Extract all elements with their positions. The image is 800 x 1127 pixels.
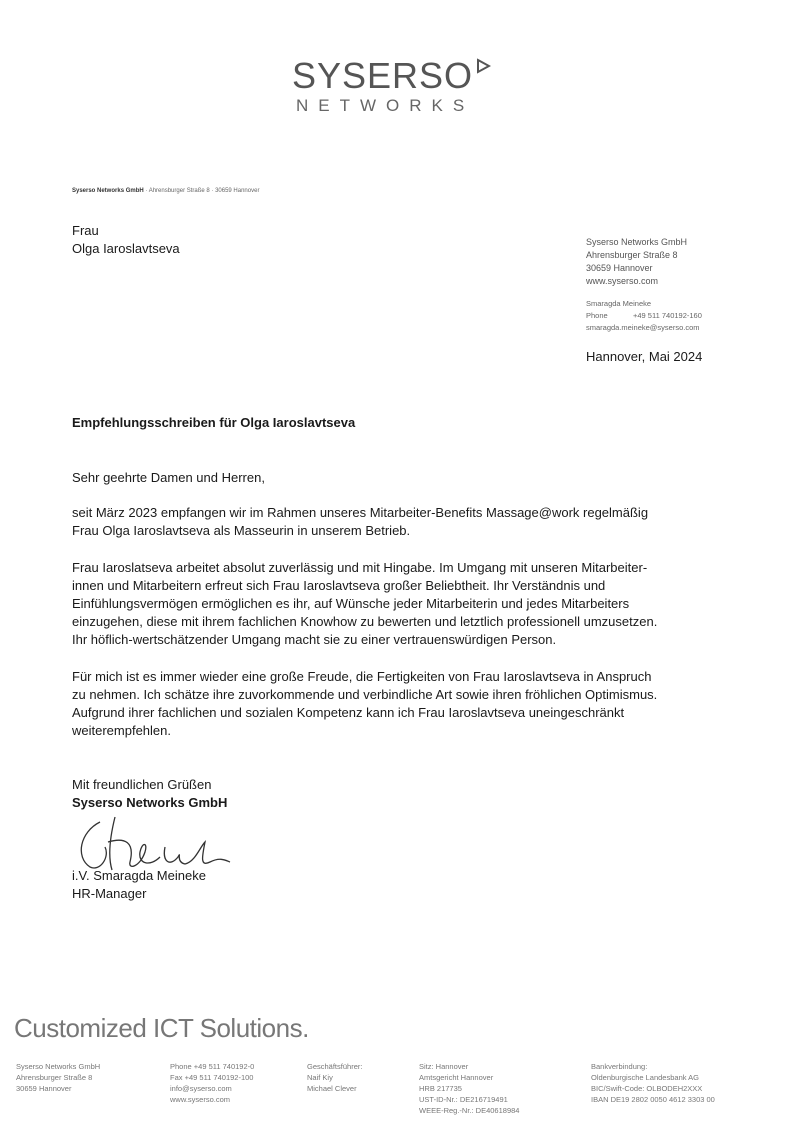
play-triangle-icon bbox=[475, 58, 491, 74]
footer-line: Oldenburgische Landesbank AG bbox=[591, 1073, 699, 1082]
footer-line: Sitz: Hannover bbox=[419, 1062, 469, 1071]
paragraph-1 bbox=[72, 504, 648, 540]
company-line: Syserso Networks GmbH bbox=[586, 237, 688, 247]
footer-line: WEEE-Reg.-Nr.: DE40618984 bbox=[419, 1106, 520, 1115]
subject: Empfehlungsschreiben für Olga Iaroslavtseva bbox=[72, 415, 356, 430]
text-line: seit März 2023 empfangen wir im Rahmen unseres Mitarbeiter-Benefits Massage@work regelmäßig bbox=[72, 505, 649, 520]
contact-email: smaragda.meineke@syserso.com bbox=[586, 323, 700, 332]
logo-sub: NETWORKS bbox=[296, 96, 475, 115]
sender-line bbox=[72, 188, 259, 194]
footer-line: Amtsgericht Hannover bbox=[419, 1073, 494, 1082]
closing-company: Syserso Networks GmbH bbox=[72, 795, 228, 810]
footer-line: Bankverbindung: bbox=[591, 1062, 648, 1071]
company-website: www.syserso.com bbox=[586, 276, 659, 286]
footer-line: IBAN DE19 2802 0050 4612 3303 00 bbox=[591, 1095, 715, 1104]
phone-label: Phone bbox=[586, 311, 608, 320]
company-block bbox=[586, 236, 687, 288]
footer-line: UST-ID-Nr.: DE216719491 bbox=[419, 1095, 508, 1104]
text-line: zu nehmen. Ich schätze ihre zuvorkommende und verbindliche Art sowie ihren fröhlichen Optimismus. bbox=[72, 687, 658, 702]
footer-line: BIC/Swift-Code: OLBODEH2XXX bbox=[591, 1084, 703, 1093]
company-line: Ahrensburger Straße 8 bbox=[586, 250, 678, 260]
footer-col-bank bbox=[591, 1061, 715, 1105]
company-logo bbox=[292, 55, 491, 118]
closing-greeting: Mit freundlichen Grüßen bbox=[72, 777, 212, 792]
signer-block bbox=[72, 867, 206, 903]
footer-line: Phone +49 511 740192-0 bbox=[170, 1062, 255, 1071]
footer-line: HRB 217735 bbox=[419, 1084, 462, 1093]
company-line: 30659 Hannover bbox=[586, 263, 653, 273]
recipient-line: Olga Iaroslavtseva bbox=[72, 241, 180, 256]
text-line: Einfühlungsvermögen ermöglichen es ihr, auf Wünsche jeder Mitarbeiterin und jedes Mitarbeiters bbox=[72, 596, 630, 611]
text-line: Für mich ist es immer wieder eine große Freude, die Fertigkeiten von Frau Iaroslavtseva in Anspruch bbox=[72, 669, 652, 684]
signer-name: i.V. Smaragda Meineke bbox=[72, 868, 206, 883]
text-line: einzugehen, diese mit ihrem fachlichen Knowhow zu bewerten und letztlich professionell umzusetzen. bbox=[72, 614, 658, 629]
footer-col-address bbox=[16, 1061, 100, 1094]
text-line: innen und Mitarbeitern erfreut sich Frau Iaroslavtseva großer Beliebtheit. Ihr Verständnis und bbox=[72, 578, 606, 593]
closing bbox=[72, 776, 227, 812]
footer-line: Syserso Networks GmbH bbox=[16, 1062, 101, 1071]
footer-line: info@syserso.com bbox=[170, 1084, 232, 1093]
footer-col-registry bbox=[419, 1061, 519, 1116]
footer-line: Naif Kiy bbox=[307, 1073, 333, 1082]
recipient-address bbox=[72, 222, 180, 258]
text-line: Frau Iaroslatseva arbeitet absolut zuverlässig und mit Hingabe. Im Umgang mit unseren Mitarbeiter- bbox=[72, 560, 648, 575]
signer-role: HR-Manager bbox=[72, 886, 147, 901]
footer-col-management bbox=[307, 1061, 362, 1094]
footer-line: Ahrensburger Straße 8 bbox=[16, 1073, 93, 1082]
text-line: weiterempfehlen. bbox=[72, 723, 171, 738]
paragraph-2 bbox=[72, 559, 657, 649]
tagline: Customized ICT Solutions. bbox=[14, 1013, 309, 1043]
footer-col-contact bbox=[170, 1061, 254, 1105]
text-line: Ihr höflich-wertschätzender Umgang macht sie zu einer vertrauenswürdigen Person. bbox=[72, 632, 557, 647]
footer-line: Fax +49 511 740192-100 bbox=[170, 1073, 254, 1082]
sender-company: Syserso Networks GmbH bbox=[72, 188, 144, 194]
letter-date: Hannover, Mai 2024 bbox=[586, 349, 703, 364]
footer-line: www.syserso.com bbox=[170, 1095, 231, 1104]
contact-block bbox=[586, 298, 702, 334]
contact-name: Smaragda Meineke bbox=[586, 299, 652, 308]
logo-name: SYSERSO bbox=[292, 55, 474, 96]
paragraph-3 bbox=[72, 668, 657, 740]
footer-line: 30659 Hannover bbox=[16, 1084, 72, 1093]
contact-phone: +49 511 740192-160 bbox=[633, 311, 702, 320]
recipient-line: Frau bbox=[72, 223, 99, 238]
footer-line: Geschäftsführer: bbox=[307, 1062, 363, 1071]
text-line: Aufgrund ihrer fachlichen und sozialen Kompetenz kann ich Frau Iaroslavtseva uneingeschränkt bbox=[72, 705, 625, 720]
sender-address: · Ahrensburger Straße 8 · 30659 Hannover bbox=[145, 188, 260, 194]
salutation: Sehr geehrte Damen und Herren, bbox=[72, 470, 265, 485]
text-line: Frau Olga Iaroslavtseva als Masseurin in unserem Betrieb. bbox=[72, 523, 411, 538]
footer-line: Michael Clever bbox=[307, 1084, 357, 1093]
